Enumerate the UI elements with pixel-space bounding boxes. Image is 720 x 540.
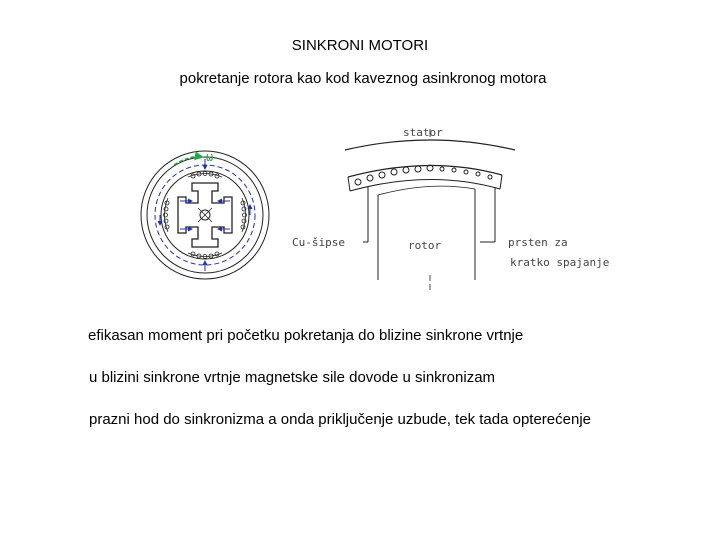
motor-diagram [130, 115, 640, 295]
omega-label: ω [206, 150, 214, 164]
slide-subtitle: pokretanje rotora kao kod kaveznog asinkronog motora [179, 70, 547, 87]
cross-section-drawing [141, 151, 269, 279]
ring-label-line2: kratko spajanje [510, 256, 610, 269]
slide-title: SINKRONI MOTORI [291, 37, 429, 54]
ring-label-line1: prsten za [508, 236, 568, 249]
stator-arc [345, 140, 515, 150]
bullet-1: efikasan moment pri početku pokretanja do blizine sinkrone vrtnje [88, 327, 524, 344]
longitudinal-section-drawing [345, 129, 515, 293]
rotor-arc-inner [350, 179, 500, 191]
bullet-2: u blizini sinkrone vrtnje magnetske sile dovode u sinkronizam [89, 369, 496, 386]
bullet-3: prazni hod do sinkronizma a onda priključenje uzbude, tek tada opterećenje [89, 411, 591, 428]
stator-label: stator [403, 126, 443, 139]
cu-label: Cu-šipse [292, 236, 345, 249]
rotor-label: rotor [408, 239, 442, 252]
